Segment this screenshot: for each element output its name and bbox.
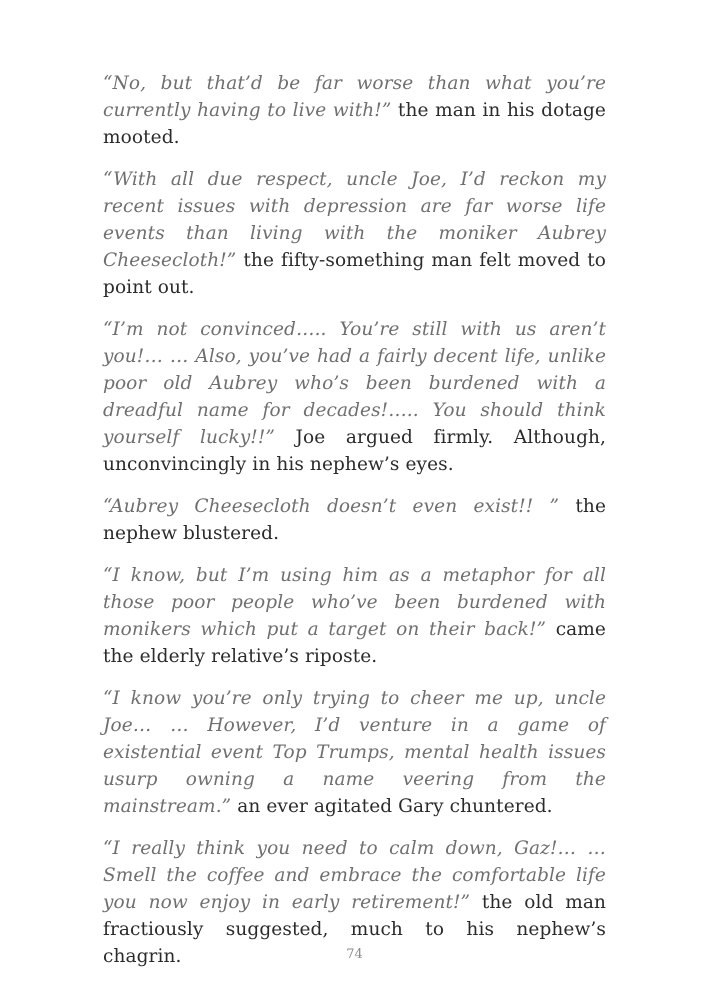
attribution-text: Joe argued firmly. Although, unconvincingly in his nephew’s eyes. xyxy=(103,427,607,475)
paragraph xyxy=(103,562,606,670)
attribution-text: the fifty-something man felt moved to point out. xyxy=(103,250,606,298)
attribution-text: the man in his dotage mooted. xyxy=(103,100,606,148)
quote-text: “I’m not convinced….. You’re still with us aren’t you!… … Also, you’ve had a fairly decent life, unlike poor old Aubrey who’s been burdened with a dreadful name for decades!….. You should think yourself lucky!!” xyxy=(103,319,606,448)
quote-text: “I know you’re only trying to cheer me up, uncle Joe… … However, I’d venture in a game of existential event Top Trumps, mental health issues usurp owning a name veering from the mainstream.” xyxy=(103,688,606,817)
paragraph xyxy=(103,166,606,301)
quote-text: “I really think you need to calm down, Gaz!… … Smell the coffee and embrace the comfortable life you now enjoy in early retirement!” xyxy=(103,838,606,913)
text-column xyxy=(103,70,606,985)
attribution-text: an ever agitated Gary chuntered. xyxy=(237,796,553,817)
quote-text: “No, but that’d be far worse than what you’re currently having to live with!” xyxy=(103,73,606,121)
paragraph xyxy=(103,685,606,820)
attribution-text: came the elderly relative’s riposte. xyxy=(103,619,606,667)
quote-text: “Aubrey Cheesecloth doesn’t even exist!! ” xyxy=(103,496,576,517)
paragraph xyxy=(103,493,606,547)
attribution-text: the nephew blustered. xyxy=(103,496,606,544)
quote-text: “I know, but I’m using him as a metaphor for all those poor people who’ve been burdened with monikers which put a target on their back!” xyxy=(103,565,606,640)
paragraph xyxy=(103,70,606,151)
quote-text: “With all due respect, uncle Joe, I’d reckon my recent issues with depression are far worse life events than living with the moniker Aubrey Cheesecloth!” xyxy=(103,169,606,271)
page-number: 74 xyxy=(346,947,363,962)
attribution-text: the old man fractiously suggested, much to his nephew’s chagrin. xyxy=(103,892,606,967)
paragraph xyxy=(103,316,606,478)
